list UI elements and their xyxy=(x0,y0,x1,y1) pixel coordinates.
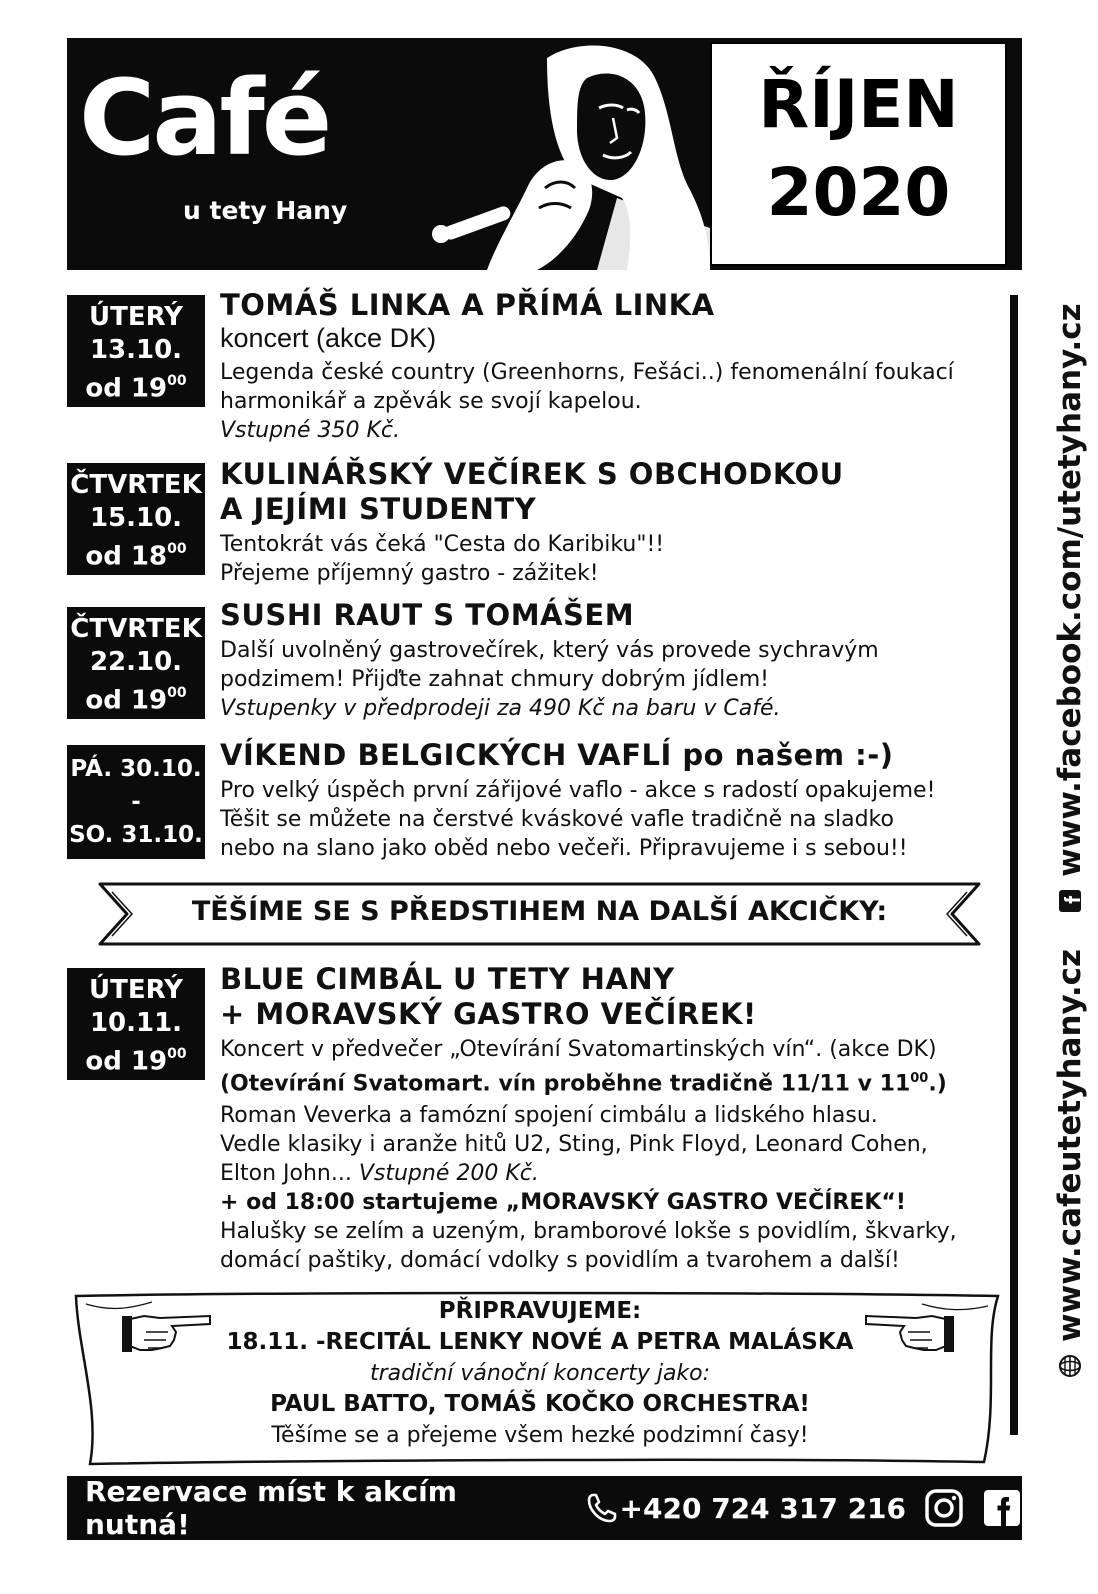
event-desc: harmonikář a zpěvák se svojí kapelou. xyxy=(220,389,642,414)
event-date-box xyxy=(67,463,205,575)
event-desc: podzimem! Přijďte zahnat chmury dobrým jídlem! xyxy=(220,667,769,692)
upcoming-section xyxy=(180,1296,900,1451)
event-date-box xyxy=(67,968,205,1080)
event-details xyxy=(220,962,1010,1275)
event-date: 13.10. xyxy=(89,335,183,365)
event-time: od $19^{00}$ xyxy=(85,373,187,404)
event-date-separator: - xyxy=(131,789,141,815)
event-desc: domácí paštiky, domácí vdolky s povidlím a tvarohem a další! xyxy=(220,1248,900,1274)
facebook-icon[interactable] xyxy=(982,1488,1022,1528)
side-links xyxy=(1052,303,1088,1390)
upcoming-item: 18.11. -RECITÁL LENKY NOVÉ A PETRA MALÁSKA xyxy=(226,1329,854,1355)
event-desc: nebo na slano jako oběd nebo večeři. Připravujeme i s sebou!! xyxy=(220,836,908,861)
banner-heading: TĚŠÍME SE S PŘEDSTIHEM NA DALŠÍ AKCIČKY: xyxy=(191,896,888,927)
event-title: SUSHI RAUT S TOMÁŠEM xyxy=(220,598,635,632)
event-desc: Legenda české country (Greenhorns, Fešáci..) fenomenální foukací xyxy=(220,360,954,385)
singer-illustration xyxy=(427,38,710,270)
event-desc: Roman Veverka a famózní spojení cimbálu a lidského hlasu. xyxy=(220,1103,878,1129)
event-details xyxy=(220,288,1010,445)
upcoming-wish: Těšíme se a přejeme všem hezké podzimní časy! xyxy=(271,1423,809,1448)
event-price: Vstupné 350 Kč. xyxy=(220,418,401,443)
event-title: + MORAVSKÝ GASTRO VEČÍREK! xyxy=(220,997,757,1031)
event-desc: Vedle klasiky i aranže hitů U2, Sting, Pink Floyd, Leonard Cohen, xyxy=(220,1132,928,1158)
event-title: TOMÁŠ LINKA A PŘÍMÁ LINKA xyxy=(220,288,715,322)
event-price: Vstupenky v předprodeji za 490 Kč na baru v Café. xyxy=(220,696,781,721)
event-date: SO. 31.10. xyxy=(69,822,203,848)
event-subtitle: koncert (akce DK) xyxy=(220,323,437,353)
event-time: od $19^{00}$ xyxy=(85,1046,187,1077)
globe-icon xyxy=(1057,1354,1083,1378)
side-divider xyxy=(1010,295,1018,1435)
month-label: ŘÍJEN xyxy=(758,66,959,143)
website-link[interactable]: www.cafeutetyhany.cz xyxy=(1052,948,1088,1342)
reservation-text: Rezervace míst k akcím nutná! xyxy=(85,1475,457,1541)
event-date: 22.10. xyxy=(89,647,183,677)
event-desc: Přejeme příjemný gastro - zážitek! xyxy=(220,561,599,586)
event-time: od $19^{00}$ xyxy=(85,685,187,716)
event-desc: Koncert v předvečer „Otevírání Svatomartinských vín“. (akce DK) xyxy=(220,1037,937,1062)
year-label: 2020 xyxy=(766,154,951,231)
event-desc: Pro velký úspěch první zářijové vaflo - akce s radostí opakujeme! xyxy=(220,778,936,803)
logo-title: Café xyxy=(79,57,330,179)
event-desc: Těšit se můžete na čerstvé kváskové vafle tradičně na sladko xyxy=(220,807,894,832)
event-note: (Otevírání Svatomart. vín proběhne tradičně 11/11 v $11^{00}$.) xyxy=(220,1071,947,1097)
event-details xyxy=(220,598,1010,723)
event-title: KULINÁŘSKÝ VEČÍREK S OBCHODKOU xyxy=(220,457,844,491)
event-date-box xyxy=(67,745,205,859)
event-desc: Tentokrát vás čeká "Cesta do Karibiku"!! xyxy=(220,532,665,557)
upcoming-heading: PŘIPRAVUJEME: xyxy=(438,1298,642,1324)
facebook-icon xyxy=(1057,889,1083,913)
event-desc: Elton John... Vstupné 200 Kč. xyxy=(220,1161,539,1187)
event-date: 10.11. xyxy=(89,1008,183,1038)
event-date: 15.10. xyxy=(89,503,183,533)
event-title: VÍKEND BELGICKÝCH VAFLÍ po našem :-) xyxy=(220,738,894,772)
poster-header xyxy=(67,38,1022,270)
event-details xyxy=(220,738,1010,863)
event-day: ČTVRTEK xyxy=(70,614,202,644)
phone-number[interactable]: +420 724 317 216 xyxy=(619,1491,907,1525)
event-day: ÚTERÝ xyxy=(88,302,184,332)
event-desc: Další uvolněný gastrovečírek, který vás provede sychravým xyxy=(220,638,879,663)
month-box xyxy=(710,42,1007,266)
event-title: A JEJÍMI STUDENTY xyxy=(220,492,537,526)
event-date-box xyxy=(67,295,205,407)
footer-bar xyxy=(67,1476,1022,1540)
phone-icon xyxy=(586,1492,618,1524)
event-title: BLUE CIMBÁL U TETY HANY xyxy=(220,962,675,996)
facebook-link[interactable]: www.facebook.com/utetyhany.cz xyxy=(1052,303,1088,877)
event-time: od $18^{00}$ xyxy=(85,541,187,572)
logo-subtitle: u tety Hany xyxy=(183,196,348,225)
instagram-icon[interactable] xyxy=(924,1488,964,1528)
event-day: ČTVRTEK xyxy=(70,470,202,500)
event-date: PÁ. 30.10. xyxy=(70,756,202,782)
upcoming-note: tradiční vánoční koncerty jako: xyxy=(369,1361,711,1386)
upcoming-item: PAUL BATTO, TOMÁŠ KOČKO ORCHESTRA! xyxy=(270,1391,810,1417)
event-desc: Halušky se zelím a uzeným, bramborové lokše s povidlím, škvarky, xyxy=(220,1219,957,1245)
event-day: ÚTERÝ xyxy=(88,975,184,1005)
event-details xyxy=(220,457,1010,588)
event-note: + od 18:00 startujeme „MORAVSKÝ GASTRO VEČÍREK“! xyxy=(220,1190,906,1216)
event-date-box xyxy=(67,607,205,719)
